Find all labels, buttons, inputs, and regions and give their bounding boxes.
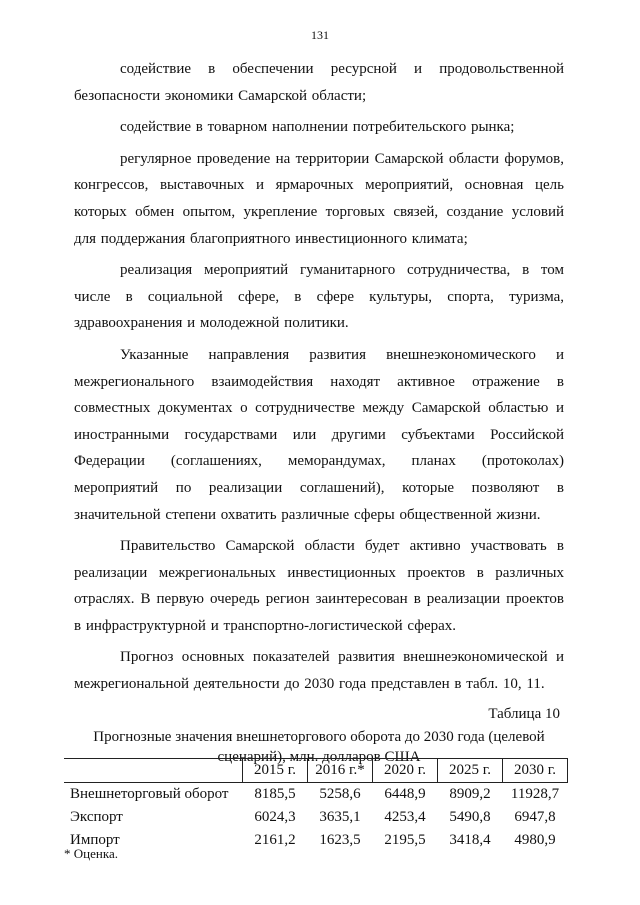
table-row (64, 829, 568, 852)
paragraph: реализация мероприятий гуманитарного сотрудничества, в том числе в социальной сфере, в сфере культуры, спорта, туризма, здравоохранения и молодежной политики. (74, 262, 564, 332)
table-cell: 11928,7 (510, 786, 560, 802)
table-column-header: 2030 г. (503, 759, 568, 783)
paragraph: регулярное проведение на территории Самарской области форумов, конгрессов, выставочных и ярмарочных мероприятий, основная цель которых обмен опытом, укрепление торговых связей, создание условий для поддержания благоприятного инвестиционного климата; (74, 150, 564, 247)
table-column-header: 2016 г.* (308, 759, 373, 783)
table-cell: 6947,8 (514, 809, 556, 825)
table-footnote: * Оценка. (64, 846, 118, 861)
table-cell: 1623,5 (319, 832, 361, 848)
table-row (64, 783, 568, 807)
paragraph: Указанные направления развития внешнеэкономического и межрегионального взаимодействия находят активное отражение в совместных документах о сотрудничестве между Самарской областью и иностранными государствами или другими субъектами Российской Федерации (соглашениях, меморандумах, планах (протоколах) мероприятий по реализации соглашений), которые позволяют в значительной степени охватить различные сферы общественной жизни. (74, 346, 564, 523)
table-label: Таблица 10 (488, 705, 560, 722)
row-label: Экспорт (70, 809, 123, 825)
row-label: Импорт (70, 832, 120, 848)
document-body (74, 56, 564, 767)
page-number: 131 (311, 28, 329, 42)
table-cell: 8185,5 (254, 786, 296, 802)
table-cell: 3418,4 (449, 832, 491, 848)
row-label: Внешнеторговый оборот (70, 786, 229, 802)
paragraph: Правительство Самарской области будет активно участвовать в реализации межрегиональных инвестиционных проектов в различных отраслях. В первую очередь регион заинтересован в реализации проектов в инфраструктурной и транспортно-логистической сферах. (74, 538, 564, 634)
paragraph: Прогноз основных показателей развития внешнеэкономической и межрегиональной деятельности до 2030 года представлен в табл. 10, 11. (74, 649, 564, 693)
table-column-header: 2020 г. (373, 759, 438, 783)
table-cell: 4980,9 (514, 832, 556, 848)
table-column-header: 2025 г. (438, 759, 503, 783)
table-cell: 6448,9 (384, 786, 426, 802)
table-header-row (64, 759, 568, 783)
table-cell: 8909,2 (449, 786, 491, 802)
forecast-table (64, 758, 568, 852)
table-header-empty (64, 759, 243, 783)
table-cell: 4253,4 (384, 809, 426, 825)
table-cell: 6024,3 (254, 809, 296, 825)
table-cell: 3635,1 (319, 809, 361, 825)
table-cell: 2161,2 (254, 832, 296, 848)
table-column-header: 2015 г. (243, 759, 308, 783)
table-cell: 5490,8 (449, 809, 491, 825)
paragraph: содействие в товарном наполнении потребительского рынка; (120, 119, 515, 136)
table-cell: 5258,6 (319, 786, 361, 802)
paragraph: содействие в обеспечении ресурсной и продовольственной безопасности экономики Самарской области; (74, 61, 564, 104)
table-caption: Прогнозные значения внешнеторгового оборота до 2030 года (целевой сценарий), млн. долларов США (93, 728, 545, 765)
table-cell: 2195,5 (384, 832, 426, 848)
table-row (64, 806, 568, 829)
